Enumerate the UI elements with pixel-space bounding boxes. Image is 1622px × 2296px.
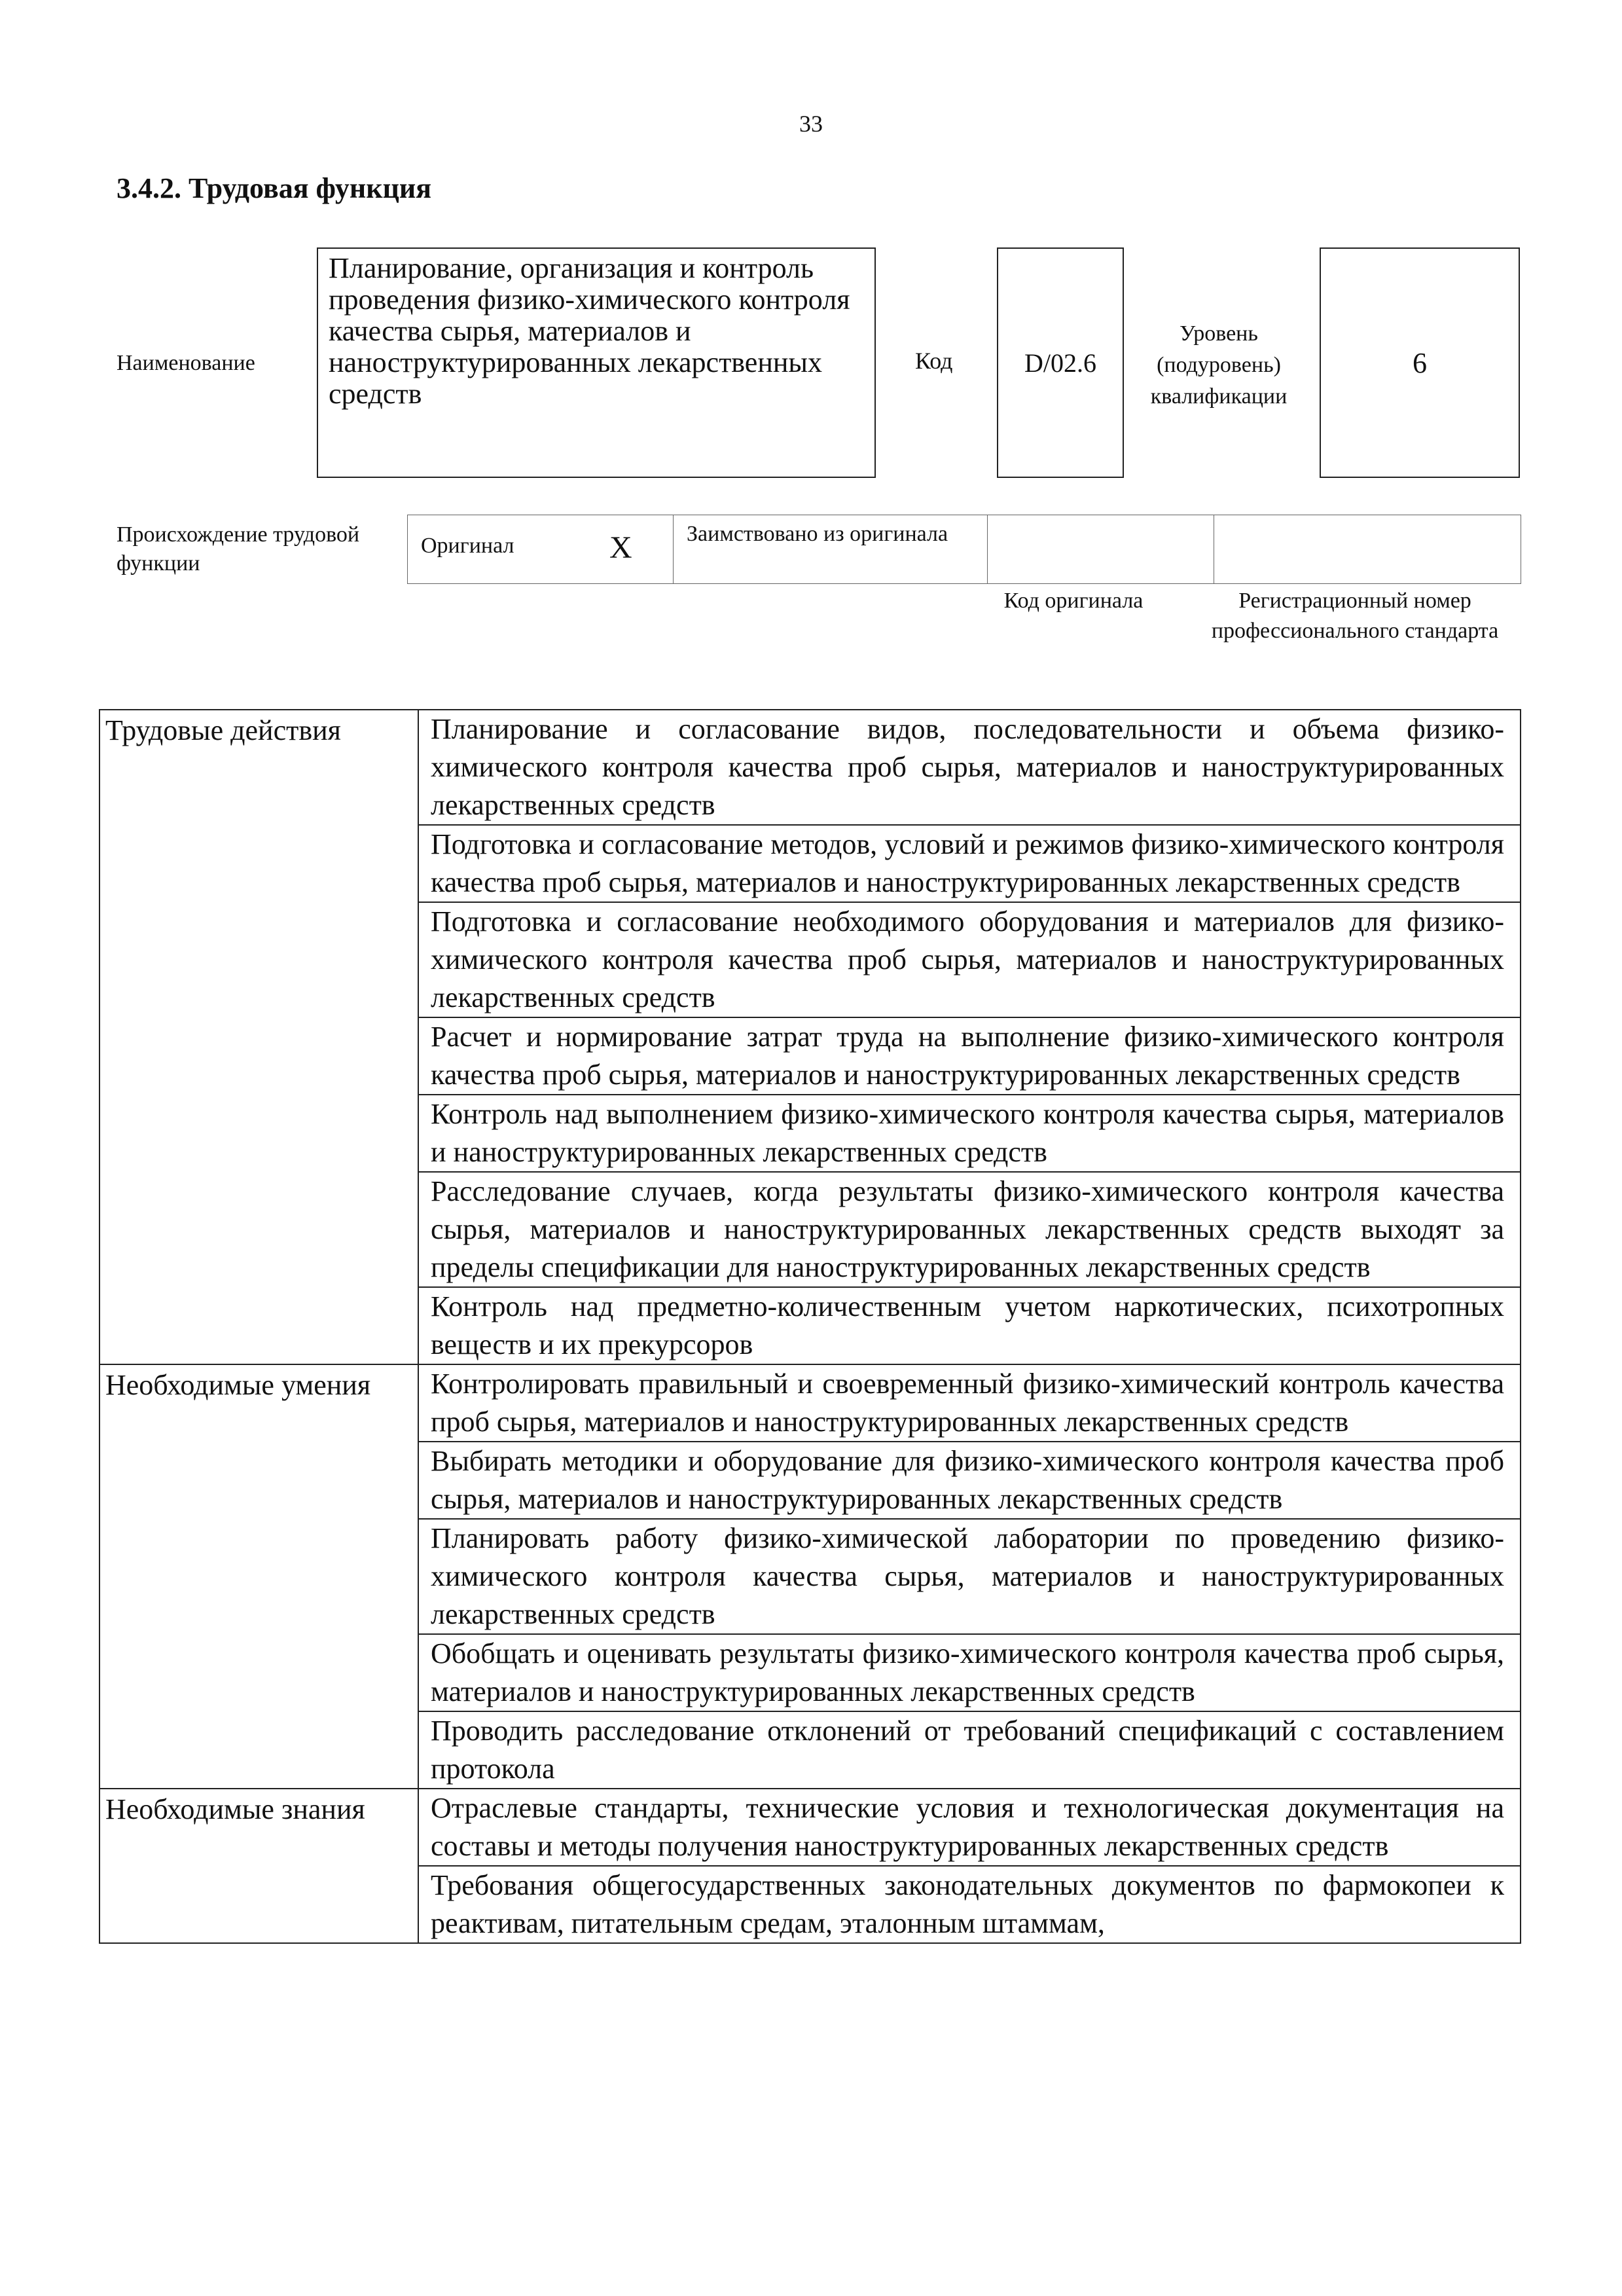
section-item: Требования общегосударственных законодательных документов по фармокопеи к реактивам, питательным средам, эталонным штаммам, <box>418 1866 1521 1943</box>
section-item: Контроль над предметно-количественным учетом наркотических, психотропных веществ и их прекурсоров <box>418 1287 1521 1364</box>
section-item: Проводить расследование отклонений от требований спецификаций с составлением протокола <box>418 1711 1521 1789</box>
section-item: Подготовка и согласование методов, условий и режимов физико-химического контроля качества проб сырья, материалов и наноструктурированных лекарственных средств <box>418 825 1521 902</box>
name-label: Наименование <box>117 351 255 375</box>
borrowed-label: Заимствовано из оригинала <box>687 522 948 546</box>
section-item: Контроль над выполнением физико-химического контроля качества сырья, материалов и наноструктурированных лекарственных средств <box>418 1095 1521 1172</box>
section-item: Планировать работу физико-химической лаборатории по проведению физико-химического контроля качества сырья, материалов и наноструктурированных лекарственных средств <box>418 1519 1521 1634</box>
section-title-cell: Необходимые знания <box>99 1789 418 1943</box>
code-original-caption: Код оригинала <box>1003 589 1144 613</box>
section-item: Обобщать и оценивать результаты физико-химического контроля качества проб сырья, материалов и наноструктурированных лекарственных средств <box>418 1634 1521 1711</box>
name-value: Планирование, организация и контроль проведения физико-химического контроля качества сырья, материалов и наноструктурированных лекарственных средств <box>317 247 876 478</box>
section-item: Контролировать правильный и своевременный физико-химический контроль качества проб сырья, материалов и наноструктурированных лекарственных средств <box>418 1364 1521 1442</box>
table-row <box>99 710 1521 825</box>
code-label: Код <box>915 348 953 374</box>
original-cell <box>408 515 674 583</box>
section-item: Расчет и нормирование затрат труда на выполнение физико-химического контроля качества проб сырья, материалов и наноструктурированных лекарственных средств <box>418 1017 1521 1095</box>
section-item: Подготовка и согласование необходимого оборудования и материалов для физико-химического контроля качества проб сырья, материалов и наноструктурированных лекарственных средств <box>418 902 1521 1017</box>
code-value: D/02.6 <box>997 247 1124 478</box>
table-row <box>99 1789 1521 1866</box>
section-title-cell: Трудовые действия <box>99 710 418 1364</box>
page-number: 33 <box>799 111 823 137</box>
section-item: Выбирать методики и оборудование для физико-химического контроля качества проб сырья, материалов и наноструктурированных лекарственных средств <box>418 1442 1521 1519</box>
origin-row <box>407 515 1521 584</box>
function-table <box>99 709 1521 1944</box>
registration-number-caption: Регистрационный номер профессионального стандарта <box>1211 589 1499 643</box>
section-item: Отраслевые стандарты, технические условия и технологическая документация на составы и методы получения наноструктурированных лекарственных средств <box>418 1789 1521 1866</box>
section-title-cell: Необходимые умения <box>99 1364 418 1789</box>
section-item: Планирование и согласование видов, последовательности и объема физико-химического контроля качества проб сырья, материалов и наноструктурированных лекарственных средств <box>418 710 1521 825</box>
level-label: Уровень (подуровень) квалификации <box>1150 321 1288 409</box>
table-row <box>99 1364 1521 1442</box>
level-value: 6 <box>1320 247 1520 478</box>
borrowed-cell <box>674 515 988 583</box>
original-label: Оригинал <box>421 534 514 558</box>
original-code-cell <box>988 515 1214 583</box>
section-item: Расследование случаев, когда результаты физико-химического контроля качества сырья, материалов и наноструктурированных лекарственных средств выходят за пределы спецификации для наноструктурированных лекарственных средств <box>418 1172 1521 1287</box>
section-title: 3.4.2. Трудовая функция <box>117 172 432 204</box>
registration-number-cell <box>1214 515 1521 583</box>
original-mark: X <box>609 530 632 565</box>
origin-label: Происхождение трудовой функции <box>117 522 360 575</box>
